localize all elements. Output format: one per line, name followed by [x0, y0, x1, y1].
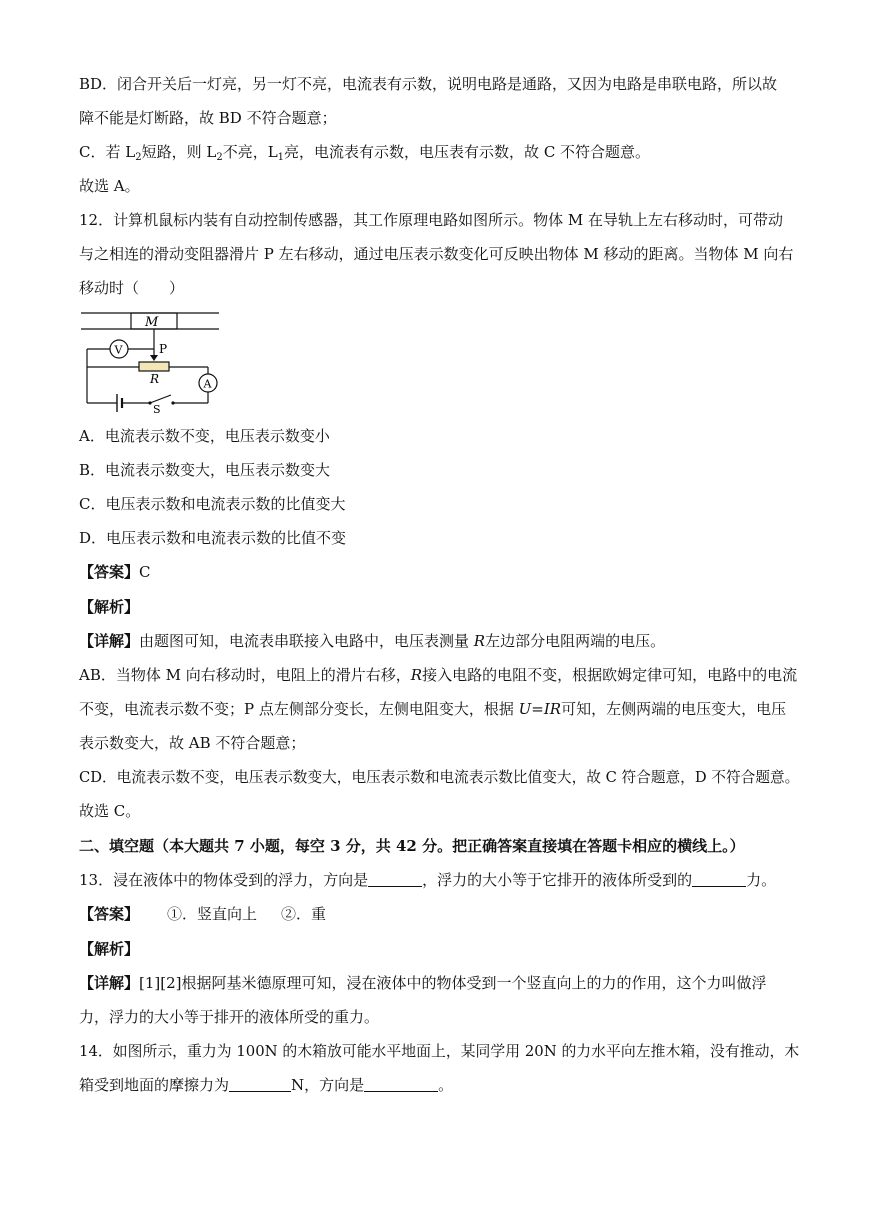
q12-choose: 故选 C。 — [79, 802, 141, 820]
label-m: M — [145, 315, 159, 330]
q12-ab-line1-b: 接入电路的电阻不变，根据欧姆定律可知，电路中的电流 — [422, 666, 798, 684]
switch-blade — [150, 395, 171, 403]
q13-analysis-tag: 【解析】 — [79, 940, 140, 958]
q12-detail-line1 — [79, 631, 665, 651]
q13-stem-b: ，浮力的大小等于它排开的液体所受到的 — [422, 871, 693, 889]
q12-analysis-tag: 【解析】 — [79, 598, 140, 616]
q12-ab-line1-a: AB．当物体 M 向右移动时，电阻上的滑片右移， — [79, 666, 411, 684]
q11-bd-line1: BD．闭合开关后一灯亮，另一灯不亮，电流表有示数，说明电路是通路，又因为电路是串联电路，所以故 — [79, 75, 778, 93]
q13-answer-1: ①．竖直向上 — [167, 905, 258, 923]
q11-c-sub1: 2 — [135, 152, 142, 163]
q12-answer-tag: 【答案】 — [79, 563, 140, 581]
q14-stem-line1: 14．如图所示，重力为 100N 的木箱放可能水平地面上，某同学用 20N 的力水平向左推木箱，没有推动，木 — [79, 1042, 800, 1060]
q12-detail1-a: 由题图可知，电流表串联接入电路中，电压表测量 — [139, 632, 474, 650]
q12-ab-line2 — [79, 699, 786, 719]
q14-stem-line2 — [79, 1075, 453, 1095]
q13-detail-text1: [1][2]根据阿基米德原理可知，浸在液体中的物体受到一个竖直向上的力的作用，这个力叫做浮 — [139, 974, 767, 992]
section2-heading: 二、填空题（本大题共 7 小题，每空 3 分，共 42 分。把正确答案直接填在答题卡相应的横线上。） — [79, 837, 745, 855]
q12-stem-line1: 12．计算机鼠标内装有自动控制传感器，其工作原理电路如图所示。物体 M 在导轨上左右移动时，可带动 — [79, 211, 783, 229]
circuit-diagram — [79, 307, 229, 415]
label-a: A — [203, 377, 212, 391]
q11-bd-line2: 障不能是灯断路，故 BD 不符合题意； — [79, 109, 337, 127]
q13-answer — [79, 904, 326, 924]
q13-blank-2[interactable] — [692, 872, 746, 887]
label-v: V — [114, 343, 123, 357]
q14-stem2-c: 。 — [438, 1076, 454, 1094]
q14-blank-1[interactable] — [229, 1077, 291, 1092]
q14-stem2-b: N，方向是 — [291, 1076, 365, 1094]
q13-stem-a: 13．浸在液体中的物体受到的浮力，方向是 — [79, 871, 369, 889]
q11-choose: 故选 A。 — [79, 177, 140, 195]
q13-detail-tag: 【详解】 — [79, 974, 140, 992]
q12-detail-tag: 【详解】 — [79, 632, 140, 650]
q13-answer-tag: 【答案】 — [79, 905, 140, 923]
q11-c-part1: C．若 L — [79, 143, 136, 161]
q12-detail1-r: R — [473, 632, 486, 650]
label-s: S — [153, 403, 161, 415]
q12-detail1-b: 左边部分电阻两端的电压。 — [485, 632, 666, 650]
q12-stem-line3: 移动时（ ） — [79, 279, 185, 297]
q12-option-c: C．电压表示数和电流表示数的比值变大 — [79, 495, 346, 513]
q12-option-b: B．电流表示数变大，电压表示数变大 — [79, 461, 331, 479]
q12-ab-line2-b: 可知，左侧两端的电压变大，电压 — [561, 700, 787, 718]
q12-stem-line2: 与之相连的滑动变阻器滑片 P 左右移动，通过电压表示数变化可反映出物体 M 移动的距离。当物体 M 向右 — [79, 245, 794, 263]
q14-stem2-a: 箱受到地面的摩擦力为 — [79, 1076, 230, 1094]
label-p: P — [159, 342, 168, 356]
resistor-r — [139, 362, 169, 371]
q12-option-d: D．电压表示数和电流表示数的比值不变 — [79, 529, 347, 547]
q13-answer-2: ②．重 — [281, 905, 327, 923]
q12-ab-line1 — [79, 665, 797, 685]
q11-c-sub2: 2 — [216, 152, 223, 163]
q12-ab-line2-formula: U=IR — [518, 700, 562, 718]
q12-ab-line3: 表示数变大，故 AB 不符合题意； — [79, 734, 306, 752]
q12-answer — [79, 562, 151, 582]
q12-ab-line1-r: R — [410, 666, 423, 684]
q12-cd-line: CD．电流表示数不变，电压表示数变大，电压表示数和电流表示数比值变大，故 C 符合题意，D 不符合题意。 — [79, 768, 800, 786]
q13-detail-line2: 力，浮力的大小等于排开的液体所受的重力。 — [79, 1008, 380, 1026]
q13-stem — [79, 870, 776, 890]
q11-c-line — [79, 142, 650, 168]
q11-c-part2: 短路，则 L — [141, 143, 217, 161]
q13-stem-c: 力。 — [746, 871, 777, 889]
q12-answer-value: C — [139, 563, 151, 581]
label-r: R — [150, 372, 160, 386]
slider-arrow — [150, 355, 158, 361]
q12-ab-line2-a: 不变，电流表示数不变；P 点左侧部分变长，左侧电阻变大，根据 — [79, 700, 519, 718]
q11-c-part4: 亮，电流表有示数，电压表有示数，故 C 不符合题意。 — [284, 143, 651, 161]
q13-detail-line1 — [79, 973, 767, 993]
q11-c-part3: 不亮，L — [222, 143, 278, 161]
q14-blank-2[interactable] — [364, 1077, 438, 1092]
q12-option-a: A．电流表示数不变，电压表示数变小 — [79, 427, 330, 445]
q11-c-sub3: 1 — [277, 152, 285, 163]
q13-blank-1[interactable] — [368, 872, 422, 887]
